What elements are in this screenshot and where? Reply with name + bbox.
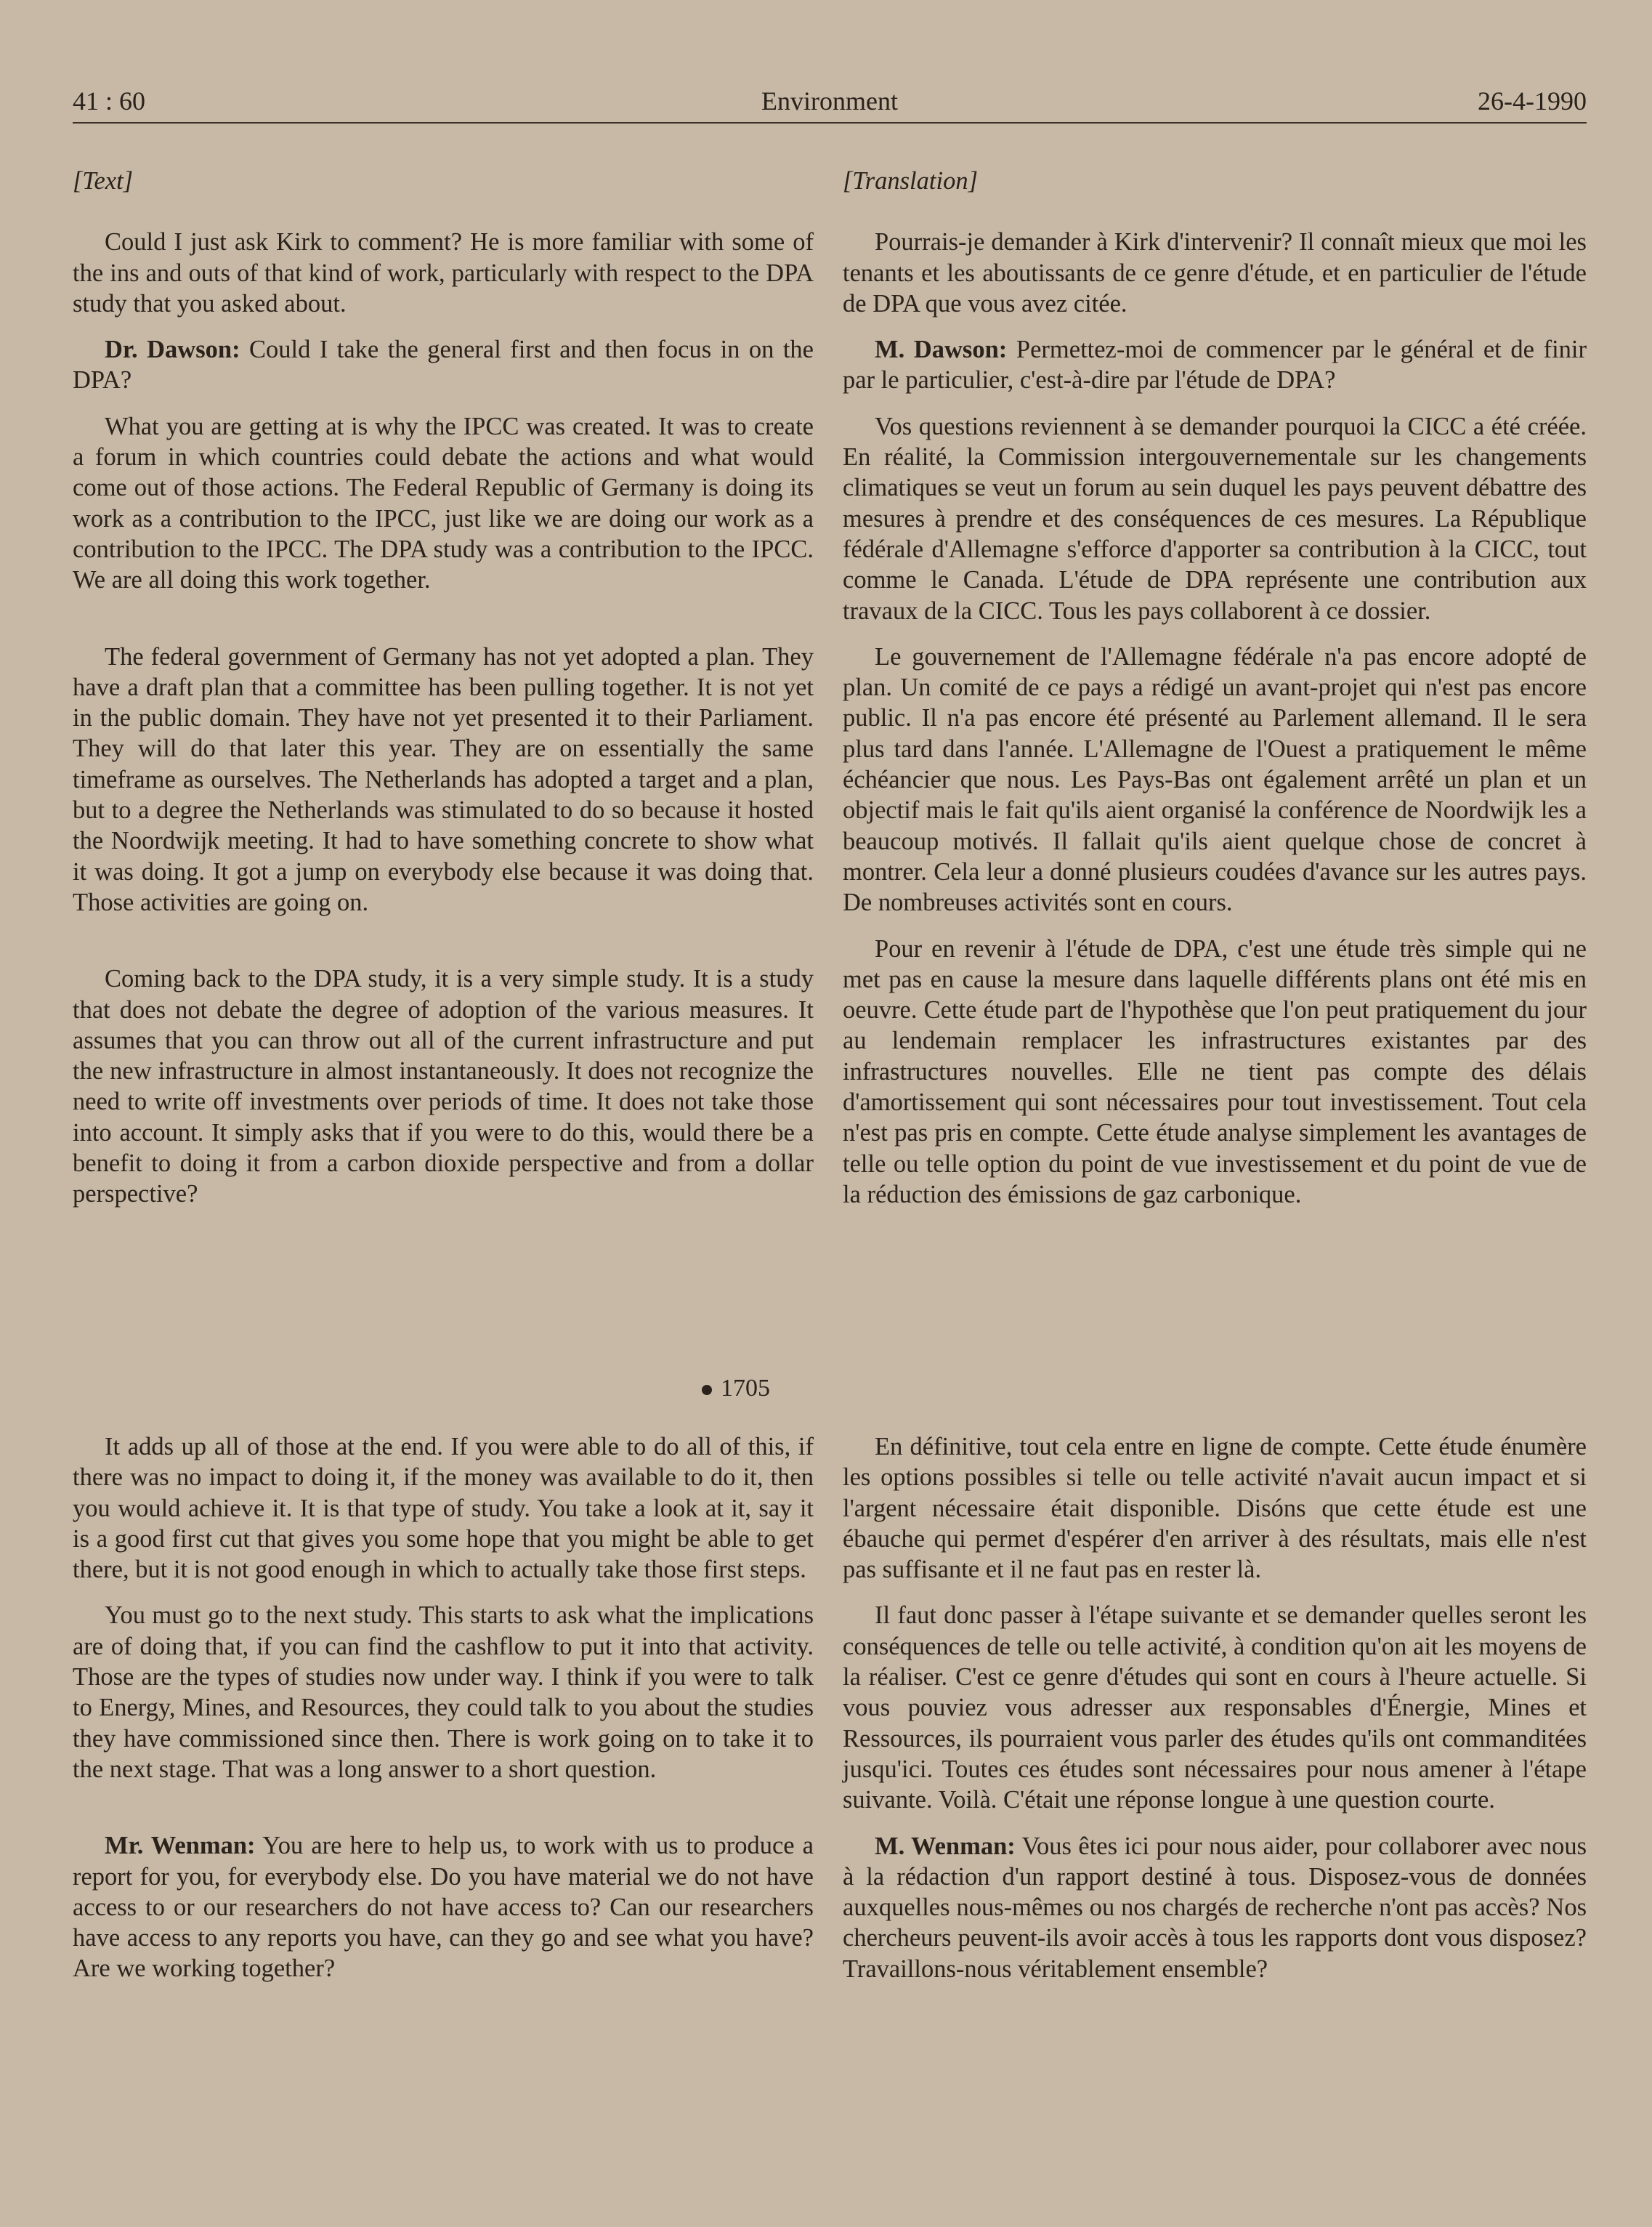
paragraph: The federal government of Germany has not yet adopted a plan. They have a draft plan that a committee has been pulling together. It is not yet in the public domain. They have not yet presented it to their Parliament. They will do that later this year. They are on essentially the same timeframe as ourselves. The Netherlands has adopted a target and a plan, but to a degree the Netherlands was stimulated to do so because it hosted the Noordwijk meeting. It had to have something concrete to show what it was doing. It got a jump on everybody else because it was doing that. Those activities are going on. <box>73 642 814 916</box>
paragraph <box>73 334 814 396</box>
page-title: Environment <box>761 86 898 116</box>
speech-text: You are here to help us, to work with us to produce a report for you, for everybody else. Do you have material we do not have access to or our researchers do not have access to? Can our researchers have access to any reports you have, can they go and see what you have? Are we working together? <box>73 1832 814 1983</box>
time-marker-value: 1705 <box>721 1375 770 1402</box>
paragraph: Vos questions reviennent à se demander pourquoi la CICC a été créée. En réalité, la Commission intergouvernementale sur les changements climatiques se veut un forum au sein duquel les pays peuvent débattre des mesures à prendre et des conséquences de ces mesures. La République fédérale d'Allemagne s'efforce d'apporter sa contribution à la CICC, tout comme le Canada. L'étude de DPA représente une contribution aux travaux de la CICC. Tous les pays collaborent à ce dossier. <box>843 412 1587 625</box>
paragraph: Le gouvernement de l'Allemagne fédérale n'a pas encore adopté de plan. Un comité de ce pays a rédigé un avant-projet qui n'est pas encore public. Il n'a pas encore été présenté au Parlement allemand. Il le sera plus tard dans l'année. L'Allemagne de l'Ouest a pratiquement le même échéancier que nous. Les Pays-Bas ont également arrêté un plan et un objectif mais le fait qu'ils aient organisé la conférence de Noordwijk les a beaucoup motivés. Il fallait qu'ils aient quelque chose de concret à montrer. Cela leur a donné plusieurs coudées d'avance sur les autres pays. De nombreuses activités sont en cours. <box>843 642 1587 917</box>
bullet-icon <box>702 1385 712 1395</box>
paragraph: Pourrais-je demander à Kirk d'intervenir? Il connaît mieux que moi les tenants et les aboutissants de ce genre d'étude, et en particulier de l'étude de DPA que vous avez citée. <box>843 228 1587 318</box>
page-date: 26-4-1990 <box>1478 86 1587 116</box>
paragraph <box>843 1831 1587 1984</box>
french-column-continued <box>843 1431 1587 1984</box>
paragraph: It adds up all of those at the end. If you were able to do all of this, if there was no impact to doing it, if the money was available to do it, then you would achieve it. It is that type of study. You take a look at it, say it is a good first cut that gives you some hope that you might be able to get there, but it is not good enough in which to actually take those first steps. <box>73 1433 814 1584</box>
paragraph <box>73 1830 814 1984</box>
time-marker <box>702 1375 770 1402</box>
paragraph: Pour en revenir à l'étude de DPA, c'est une étude très simple qui ne met pas en cause la mesure dans laquelle différents plans ont été mis en oeuvre. Cette étude part de l'hypothèse que l'on peut pratiquement du jour au lendemain remplacer les infrastructures existantes par des infrastructures nouvelles. Elle ne tient pas compte des délais d'amortissement qui sont nécessaires pour tout investissement. Tout cela n'est pas pris en compte. Cette étude analyse simplement les avantages de telle ou telle option du point de vue investissement et du point de vue de la réduction des émissions de gaz carbonique. <box>843 934 1587 1208</box>
speaker-name: Mr. Wenman: <box>105 1832 256 1860</box>
speech-text: Vous êtes ici pour nous aider, pour collaborer avec nous à la rédaction d'un rapport destiné à tous. Disposez-vous de données auxquelles nous-mêmes ou nos chargés de recherche n'ont pas accès? Nos chercheurs peuvent-ils avoir accès à tous les rapports dont vous disposez? Travaillons-nous véritablement ensemble? <box>843 1832 1587 1983</box>
translation-label: [Translation] <box>843 167 978 195</box>
paragraph <box>843 334 1587 396</box>
text-label: [Text] <box>73 167 134 195</box>
paragraph: What you are getting at is why the IPCC was created. It was to create a forum in which countries could debate the actions and what would come out of those actions. The Federal Republic of Germany is doing its work as a contribution to the IPCC, just like we are doing our work as a contribution to the IPCC. The DPA study was a contribution to the IPCC. We are all doing this work together. <box>73 412 814 594</box>
page-reference: 41 : 60 <box>73 86 146 116</box>
paragraph: Could I just ask Kirk to comment? He is more familiar with some of the ins and outs of that kind of work, particularly with respect to the DPA study that you asked about. <box>73 228 814 318</box>
french-column <box>843 166 1587 1210</box>
speech-text: Permettez-moi de commencer par le général et de finir par le particulier, c'est-à-dire par l'étude de DPA? <box>843 336 1587 395</box>
paragraph: Il faut donc passer à l'étape suivante et se demander quelles seront les conséquences de telle ou telle activité, à condition qu'on ait les moyens de la réaliser. C'est ce genre d'études qui sont en cours à l'heure actuelle. Si vous pouviez vous adresser aux responsables d'Énergie, Mines et Ressources, ils pourraient vous parler des études qu'ils ont commanditées jusqu'ici. Toutes ces études sont nécessaires pour nous amener à l'étape suivante. Voilà. C'était une réponse longue à une question courte. <box>843 1601 1587 1814</box>
speaker-name: M. Wenman: <box>875 1832 1016 1860</box>
speaker-name: M. Dawson: <box>875 336 1008 364</box>
paragraph: En définitive, tout cela entre en ligne de compte. Cette étude énumère les options possibles si telle ou telle activité n'avait aucun impact et si l'argent nécessaire était disponible. Disóns que cette étude est une ébauche qui permet d'espérer d'en arriver à des résultats, mais elle n'est pas suffisante et il ne faut pas en rester là. <box>843 1433 1587 1584</box>
english-column-continued <box>73 1431 814 1984</box>
speaker-name: Dr. Dawson: <box>105 336 240 364</box>
paragraph: You must go to the next study. This starts to ask what the implications are of doing that, if you can find the cashflow to put it into that activity. Those are the types of studies now under way. I think if you were to talk to Energy, Mines, and Resources, they could talk to you about the studies they have commissioned since then. There is work going on to take it to the next stage. That was a long answer to a short question. <box>73 1601 814 1783</box>
paragraph: Coming back to the DPA study, it is a very simple study. It is a study that does not debate the degree of adoption of the various measures. It assumes that you can throw out all of the current infrastructure and put the new infrastructure in almost instantaneously. It does not recognize the need to write off investments over periods of time. It does not take those into account. It simply asks that if you were to do this, would there be a benefit to doing it from a carbon dioxide perspective and from a dollar perspective? <box>73 965 814 1208</box>
header-rule <box>73 122 1587 124</box>
speech-text: Could I take the general first and then focus in on the DPA? <box>73 336 814 395</box>
english-column <box>73 166 814 1210</box>
